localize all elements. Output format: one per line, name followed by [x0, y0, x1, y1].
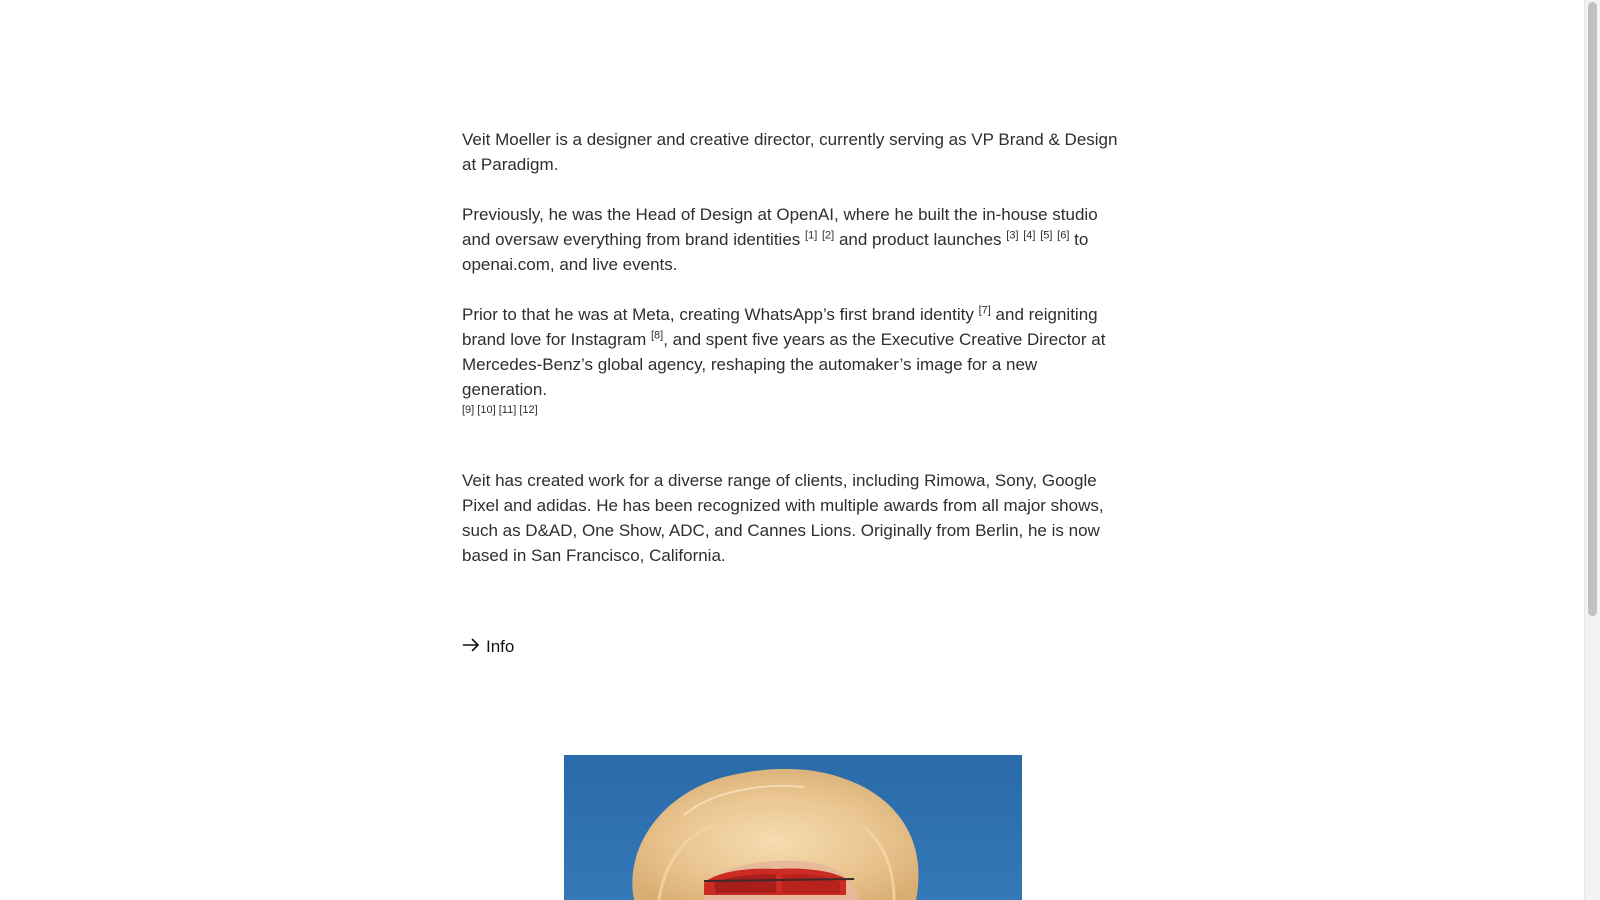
footnote-link[interactable]: [10] [477, 404, 496, 416]
footnote-group [462, 402, 1122, 418]
portrait-photo [564, 755, 1022, 900]
bio-text: and reigniting brand love for Instagram [462, 305, 1098, 349]
footnote-link[interactable]: [6] [1057, 229, 1070, 242]
footnote-link[interactable]: [3] [1006, 229, 1019, 242]
footnote-link[interactable]: [8] [651, 329, 664, 342]
footnote-link[interactable]: [7] [978, 304, 991, 317]
footnote-link[interactable]: [4] [1023, 229, 1036, 242]
footnote-link[interactable]: [1] [805, 229, 818, 242]
footnote-link[interactable]: [5] [1040, 229, 1053, 242]
bio-text: Previously, he was the Head of Design at OpenAI, where he built the in-house studio and oversaw everything from brand identities [462, 205, 1098, 249]
scrollbar-thumb[interactable] [1588, 2, 1597, 616]
scrollbar[interactable] [1584, 0, 1600, 900]
footnote-link[interactable]: [12] [519, 404, 538, 416]
bio-text: and product launches [838, 230, 1002, 249]
bio-paragraph-clients: Veit has created work for a diverse range of clients, including Rimowa, Sony, Google Pixel and adidas. He has been recognized with multiple awards from all major shows, such as D&AD, One Show, ADC, and Cannes Lions. Originally from Berlin, he is now based in San Francisco, California. [462, 471, 1104, 565]
info-link[interactable] [462, 634, 514, 659]
bio-section [462, 127, 1122, 593]
bio-paragraph-intro: Veit Moeller is a designer and creative director, currently serving as VP Brand & Design at Paradigm. [462, 130, 1118, 174]
bio-text: Prior to that he was at Meta, creating WhatsApp’s first brand identity [462, 305, 974, 324]
info-link-label: Info [486, 637, 515, 656]
arrow-right-icon [462, 634, 480, 659]
portrait-illustration [564, 755, 1022, 900]
footnote-link[interactable]: [11] [498, 404, 517, 416]
footnote-link[interactable]: [2] [822, 229, 835, 242]
bio-text: , and spent five years as the Executive Creative Director at Mercedes-Benz’s global agency, reshaping the automaker’s image for a new generation. [462, 330, 1106, 399]
bio-paragraph-meta [462, 302, 1122, 418]
footnote-link[interactable]: [9] [462, 404, 475, 416]
bio-paragraph-openai [462, 202, 1122, 277]
bio-text: to openai.com, and live events. [462, 230, 1089, 274]
